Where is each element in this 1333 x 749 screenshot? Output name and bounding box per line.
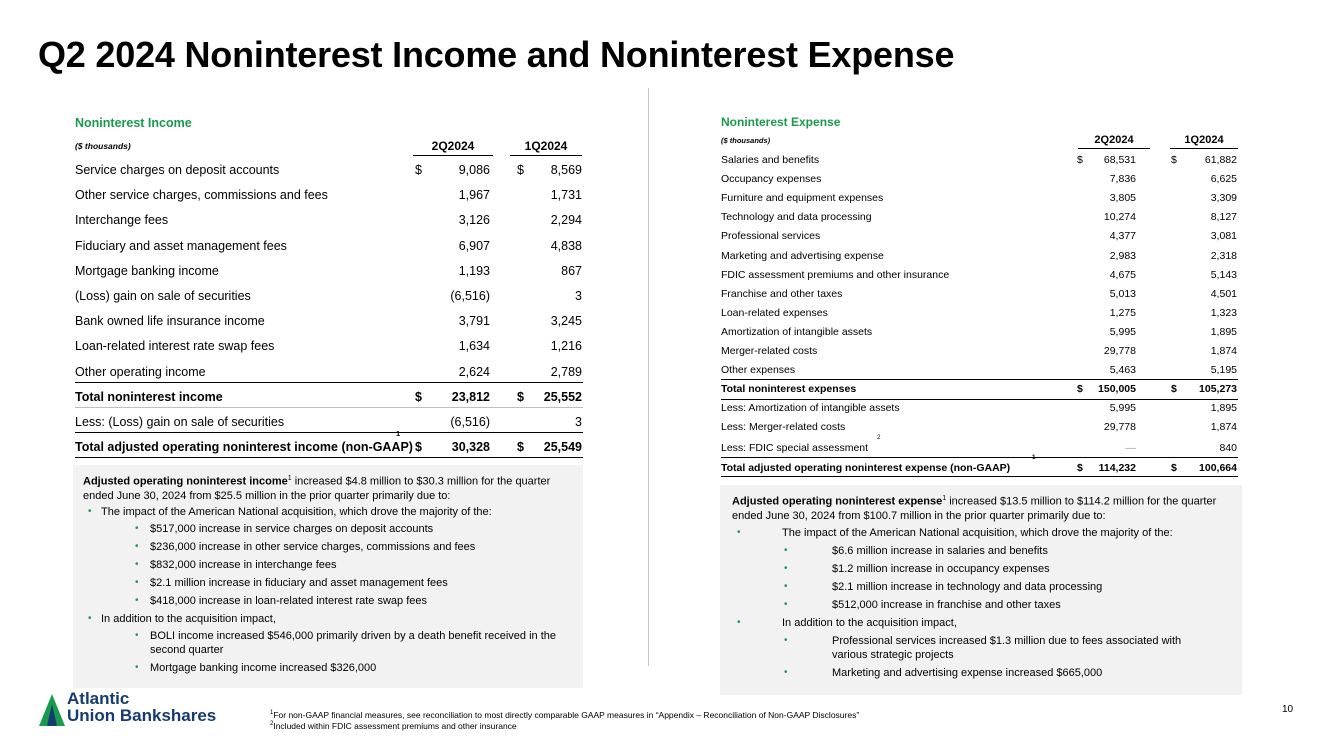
expense-table-row: [721, 304, 1238, 323]
expense-value-2q2024: 4,377: [1109, 230, 1136, 243]
income-row-label: Service charges on deposit accounts: [75, 163, 280, 177]
expense-row-label: FDIC assessment premiums and other insurance: [721, 268, 950, 281]
expense-value-1q2024: 2,318: [1210, 249, 1237, 262]
footnote-1-text: For non-GAAP financial measures, see reconciliation to most directly comparable GAAP measures in “Appendix – Reconciliation of Non-GAAP Disclosures”: [273, 710, 860, 720]
expense-table-row: [721, 285, 1238, 304]
expense-value-1q2024: 1,895: [1210, 325, 1237, 338]
expense-row-label: Salaries and benefits: [721, 154, 820, 166]
expense-dollar-sign: $: [1171, 154, 1177, 166]
income-value-1q2024: 4,838: [550, 238, 582, 253]
income-value-1q2024: 3: [575, 289, 582, 303]
expense-sub-bullet: • $6.6 million increase in salaries and benefits: [732, 544, 1230, 558]
expense-value-2q2024: 2,983: [1109, 249, 1136, 262]
income-value-2q2024: 1,967: [458, 188, 490, 203]
income-table-row: [75, 208, 583, 233]
expense-value-2q2024: 4,675: [1109, 268, 1136, 281]
expense-value-1q2024: 3,309: [1210, 192, 1237, 205]
expense-bullets: [732, 526, 1230, 680]
income-row-label: Interchange fees: [75, 213, 169, 228]
income-value-2q2024: 1,634: [458, 339, 490, 354]
expense-value-1q2024: 100,664: [1199, 461, 1237, 474]
expense-dollar-sign: $: [1171, 461, 1177, 474]
expense-value-1q2024: 1,895: [1210, 402, 1237, 415]
income-table-row: Total adjusted operating noninterest income (non-GAAP) 1 $ 30,328 $ 25,549: [75, 435, 583, 460]
expense-table-row: Less: FDIC special assessment 2 — 840: [721, 439, 1238, 458]
expense-value-2q2024: —: [1125, 441, 1136, 454]
atlantic-union-a-icon: [38, 692, 66, 728]
income-value-1q2024: 1,216: [550, 339, 582, 354]
expense-dollar-sign: $: [1171, 383, 1177, 396]
income-dollar-sign: $: [415, 389, 422, 404]
expense-table-row: [721, 189, 1238, 208]
income-value-2q2024: (6,516): [450, 289, 490, 303]
expense-value-2q2024: 29,778: [1103, 345, 1136, 357]
expense-sub-bullet: • $2.1 million increase in technology and data processing: [732, 580, 1230, 594]
expense-commentary-heading: Adjusted operating noninterest expense: [732, 495, 943, 508]
footnote-1-mark: 1: [270, 710, 274, 717]
expense-value-1q2024: 105,273: [1199, 383, 1237, 396]
income-table-row: [75, 259, 583, 284]
income-table-rule: [75, 407, 583, 408]
expense-value-2q2024: 29,778: [1103, 421, 1136, 434]
income-table-row: [75, 183, 583, 208]
expense-commentary-sup: 1: [942, 495, 947, 502]
income-table-row: [75, 309, 583, 334]
income-sub-bullet: • $2.1 million increase in fiduciary and asset management fees: [83, 576, 573, 590]
income-value-1q2024: 867: [561, 263, 582, 278]
expense-commentary-text: increased $13.5 million to $114.2 million for the quarter ended June 30, 2024 from $100.7 million in the prior quarter primarily due to:: [732, 495, 1217, 522]
income-row-label: Loan-related interest rate swap fees: [75, 339, 275, 354]
expense-value-1q2024: 840: [1219, 441, 1237, 454]
expense-row-label: Less: Amortization of intangible assets: [721, 402, 900, 415]
expense-table-row: [721, 247, 1238, 266]
income-value-1q2024: 3,245: [550, 314, 582, 329]
expense-table-rule: [721, 457, 1238, 458]
logo-line-2: Union Bankshares: [67, 706, 217, 725]
income-row-label: Total noninterest income: [75, 389, 223, 404]
footnote-2-text: Included within FDIC assessment premiums and other insurance: [273, 721, 517, 731]
expense-sub-bullet: • $1.2 million increase in occupancy expenses: [732, 562, 1230, 576]
expense-row-label: Other expenses: [721, 364, 796, 377]
expense-value-1q2024: 61,882: [1204, 154, 1237, 166]
income-sub-bullet: • Mortgage banking income increased $326,000: [83, 661, 573, 675]
income-sub-bullet: • $418,000 increase in loan-related interest rate swap fees: [83, 594, 573, 608]
expense-value-2q2024: 68,531: [1103, 154, 1136, 166]
expense-dollar-sign: $: [1077, 461, 1083, 474]
income-commentary-heading: Adjusted operating noninterest income: [83, 475, 288, 488]
income-bullets: [83, 505, 573, 675]
expense-table-row: [721, 361, 1238, 380]
expense-value-1q2024: 5,195: [1210, 364, 1237, 377]
expense-table-rule: [721, 399, 1238, 400]
page-title: Q2 2024 Noninterest Income and Noninterest Expense: [38, 34, 955, 75]
expense-sub-bullet: • Marketing and advertising expense increased $665,000: [732, 666, 1230, 680]
income-value-1q2024: 1,731: [550, 188, 582, 203]
expense-value-2q2024: 10,274: [1103, 211, 1136, 224]
income-units-label: ($ thousands): [75, 141, 131, 151]
column-divider: [648, 88, 649, 666]
footnote-1: [270, 710, 859, 721]
expense-value-1q2024: 8,127: [1210, 211, 1237, 224]
income-value-1q2024: 25,549: [543, 440, 582, 455]
expense-table-rule: [721, 379, 1238, 380]
income-value-1q2024: 2,294: [550, 213, 582, 228]
expense-row-label: Furniture and equipment expenses: [721, 192, 884, 205]
expense-row-label: Amortization of intangible assets: [721, 325, 873, 338]
expense-value-2q2024: 3,805: [1109, 192, 1136, 205]
logo-wordmark: [67, 690, 216, 724]
income-value-1q2024: 2,789: [550, 364, 582, 379]
expense-value-2q2024: 5,995: [1109, 325, 1136, 338]
expense-value-2q2024: 5,995: [1109, 402, 1136, 415]
income-dollar-sign: $: [415, 440, 422, 455]
expense-value-2q2024: 114,232: [1098, 461, 1136, 474]
expense-col-1q2024: 1Q2024: [1170, 134, 1238, 149]
expense-table-row: [721, 418, 1238, 437]
income-row-label: Fiduciary and asset management fees: [75, 238, 287, 253]
expense-value-1q2024: 6,625: [1210, 173, 1237, 186]
income-value-2q2024: 23,812: [451, 389, 490, 404]
income-value-1q2024: 25,552: [543, 389, 582, 404]
expense-value-1q2024: 3,081: [1210, 230, 1237, 243]
income-table-rule: [75, 382, 583, 383]
expense-units-label: ($ thousands): [721, 136, 771, 145]
income-table-row: [75, 284, 583, 309]
expense-table-row: [721, 227, 1238, 246]
income-row-label: Bank owned life insurance income: [75, 314, 265, 329]
expense-value-1q2024: 1,874: [1210, 345, 1237, 357]
expense-value-2q2024: 150,005: [1098, 383, 1136, 396]
income-dollar-sign: $: [517, 440, 524, 455]
expense-table-row: Total adjusted operating noninterest expense (non-GAAP) 1 $ 114,232 $ 100,664: [721, 459, 1238, 478]
expense-value-1q2024: 1,323: [1210, 306, 1237, 319]
income-value-1q2024: 8,569: [550, 163, 582, 177]
expense-value-2q2024: 1,275: [1109, 306, 1136, 319]
expense-row-label: Merger-related costs: [721, 345, 818, 357]
expense-value-1q2024: 1,874: [1210, 421, 1237, 434]
income-table-rule: [75, 432, 583, 433]
page-number: 10: [1282, 704, 1294, 715]
income-value-2q2024: 2,624: [458, 364, 490, 379]
expense-table-row: [721, 399, 1238, 418]
expense-bullet-additional: • In addition to the acquisition impact,: [732, 616, 1230, 630]
income-table-row: [75, 158, 583, 183]
income-row-label: Other operating income: [75, 364, 206, 379]
expense-table-row: [721, 342, 1238, 361]
income-row-label: Other service charges, commissions and fees: [75, 188, 328, 203]
income-row-label: Mortgage banking income: [75, 263, 219, 278]
expense-value-1q2024: 4,501: [1210, 287, 1237, 300]
footnote-2: [270, 721, 859, 732]
income-table-row: [75, 360, 583, 385]
expense-row-label: Occupancy expenses: [721, 173, 822, 186]
income-value-2q2024: 6,907: [458, 238, 490, 253]
income-value-2q2024: (6,516): [450, 415, 490, 429]
income-sub-bullet: • $832,000 increase in interchange fees: [83, 558, 573, 572]
expense-value-2q2024: 7,836: [1109, 173, 1136, 186]
expense-row-label: Less: Merger-related costs: [721, 421, 846, 434]
expense-row-label: Professional services: [721, 230, 821, 243]
income-sub-bullet: • $236,000 increase in other service charges, commissions and fees: [83, 540, 573, 554]
expense-table-row: [721, 208, 1238, 227]
expense-sub-bullet: • Professional services increased $1.3 million due to fees associated with various strategic projects: [732, 634, 1212, 662]
income-dollar-sign: $: [517, 389, 524, 404]
income-sub-bullet: • BOLI income increased $546,000 primarily driven by a death benefit received in the second quarter: [83, 629, 583, 657]
logo-line-1: Atlantic: [67, 689, 130, 708]
expense-row-label: Technology and data processing: [721, 211, 872, 224]
income-row-label: Less: (Loss) gain on sale of securities: [75, 415, 285, 429]
income-commentary-box: [73, 465, 583, 688]
income-table-row: [75, 234, 583, 259]
income-commentary-text: increased $4.8 million to $30.3 million for the quarter ended June 30, 2024 from $25.5 million in the prior quarter primarily due to:: [83, 475, 551, 502]
income-commentary-intro: [83, 472, 573, 503]
income-value-1q2024: 3: [575, 415, 582, 429]
expense-commentary-box: [720, 485, 1242, 695]
expense-commentary-intro: [732, 492, 1230, 523]
expense-dollar-sign: $: [1077, 383, 1083, 396]
income-commentary-sup: 1: [287, 475, 292, 482]
expense-value-1q2024: 5,143: [1210, 268, 1237, 281]
expense-value-2q2024: 5,013: [1109, 287, 1136, 300]
income-value-2q2024: 3,126: [458, 213, 490, 228]
company-logo: [38, 690, 278, 730]
expense-row-label: Marketing and advertising expense: [721, 249, 884, 262]
income-row-label: (Loss) gain on sale of securities: [75, 289, 251, 303]
income-row-label: Total adjusted operating noninterest income (non-GAAP): [75, 440, 413, 455]
income-bullet-acquisition: • The impact of the American National acquisition, which drove the majority of the:: [83, 505, 573, 519]
expense-table-row: [721, 323, 1238, 342]
income-sub-bullet: • $517,000 increase in service charges on deposit accounts: [83, 522, 573, 536]
expense-table-row: [721, 266, 1238, 285]
income-value-2q2024: 30,328: [451, 440, 490, 455]
income-section-title: Noninterest Income: [75, 116, 192, 130]
income-table-row: [75, 334, 583, 359]
income-bullet-additional: • In addition to the acquisition impact,: [83, 612, 573, 626]
expense-section-title: Noninterest Expense: [721, 115, 841, 129]
expense-value-2q2024: 5,463: [1109, 364, 1136, 377]
income-value-2q2024: 9,086: [458, 163, 490, 177]
expense-bullet-acquisition: • The impact of the American National acquisition, which drove the majority of the:: [732, 526, 1230, 540]
income-table-rule: [75, 457, 583, 458]
expense-table-row: [721, 170, 1238, 189]
expense-table-rule: [721, 476, 1238, 477]
expense-sub-bullet: • $512,000 increase in franchise and other taxes: [732, 598, 1230, 612]
expense-row-label: Loan-related expenses: [721, 306, 828, 319]
expense-row-label: Franchise and other taxes: [721, 287, 843, 300]
expense-row-label: Total noninterest expenses: [721, 383, 857, 396]
income-col-1q2024: 1Q2024: [510, 139, 582, 156]
expense-row-label: Total adjusted operating noninterest expense (non-GAAP): [721, 461, 1011, 474]
expense-dollar-sign: $: [1077, 154, 1083, 166]
expense-table-row: [721, 151, 1238, 170]
income-value-2q2024: 1,193: [458, 263, 490, 278]
income-dollar-sign: $: [415, 163, 422, 177]
expense-table-row: [721, 380, 1238, 399]
income-col-2q2024: 2Q2024: [413, 139, 493, 156]
footnotes: [270, 710, 859, 732]
expense-col-2q2024: 2Q2024: [1078, 134, 1150, 149]
expense-row-label: Less: FDIC special assessment: [721, 441, 869, 454]
footnote-2-mark: 2: [270, 721, 274, 728]
income-value-2q2024: 3,791: [458, 314, 490, 329]
income-dollar-sign: $: [517, 163, 524, 177]
